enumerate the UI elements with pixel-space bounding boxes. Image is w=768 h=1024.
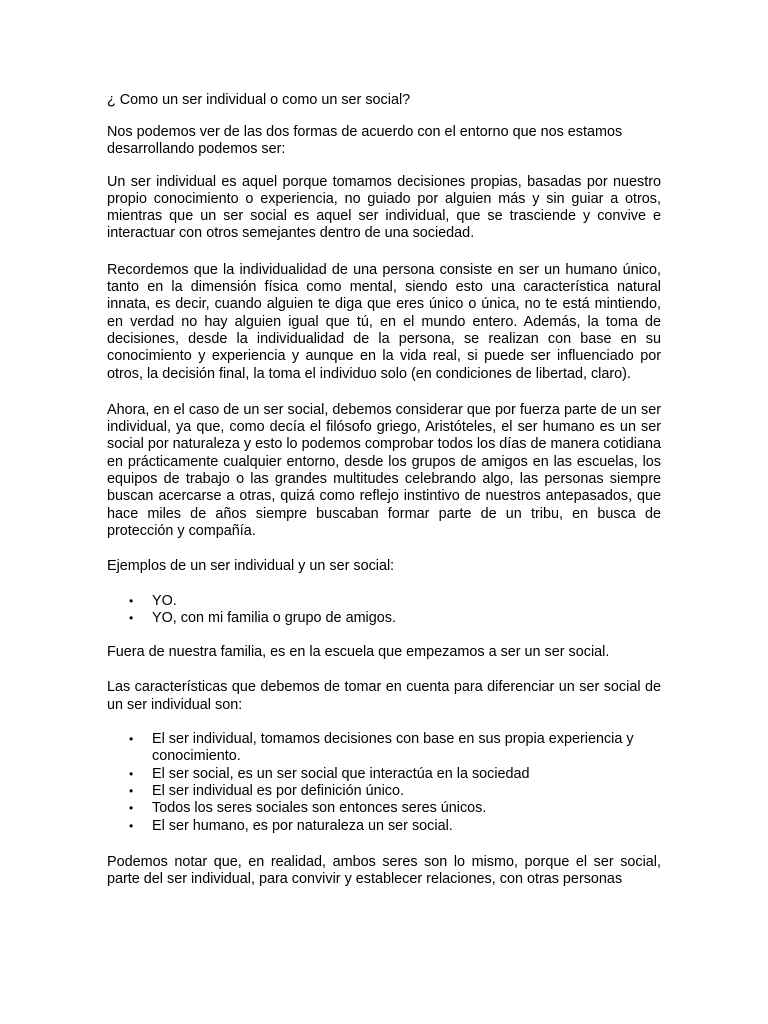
bullet-icon: • bbox=[129, 610, 134, 625]
list-item: • El ser social, es un ser social que interactúa en la sociedad bbox=[129, 765, 530, 782]
bullet-icon: • bbox=[129, 593, 134, 608]
paragraph-individuality: Recordemos que la individualidad de una persona consiste en ser un humano único, tanto en la dimensión física como mental, siendo esto una característica natural innata, es decir, cuando alguien te diga que eres único o única, no te está mintiendo, en verdad no hay alguien igual que tú, en el mundo entero. Además, la toma de decisiones, desde la individualidad de la persona, se realizan con base en su conocimiento y experiencia y aunque en la vida real, si puede ser influenciado por otros, la decisión final, la toma el individuo solo (en condiciones de libertad, claro). bbox=[107, 261, 661, 382]
characteristics-heading: Las características que debemos de tomar en cuenta para diferenciar un ser social de un ser individual son: bbox=[107, 679, 661, 713]
bullet-icon: • bbox=[129, 818, 134, 833]
intro-paragraph: Nos podemos ver de las dos formas de acuerdo con el entorno que nos estamos desarrollando podemos ser: bbox=[107, 124, 623, 158]
bullet-icon: • bbox=[129, 783, 134, 798]
list-item: • YO, con mi familia o grupo de amigos. bbox=[129, 609, 396, 626]
closing-paragraph: Podemos notar que, en realidad, ambos seres son lo mismo, porque el ser social, parte del ser individual, para convivir y establecer relaciones, con otras personas bbox=[107, 853, 661, 888]
paragraph-social-being: Ahora, en el caso de un ser social, debemos considerar que por fuerza parte de un ser individual, ya que, como decía el filósofo griego, Aristóteles, el ser humano es un ser social por naturaleza y esto lo podemos comprobar todos los días de manera cotidiana en prácticamente cualquier entorno, desde los grupos de amigos en las escuelas, los equipos de trabajo o las grandes multitudes celebrando algo, las personas siempre buscan acercarse a otras, quizá como reflejo instintivo de nuestros antepasados, que hace miles de años siempre buscaban formar parte de un tribu, en busca de protección y compañía. bbox=[107, 401, 661, 539]
bullet-icon: • bbox=[129, 801, 134, 816]
paragraph-individual-vs-social: Un ser individual es aquel porque tomamos decisiones propias, basadas por nuestro propio conocimiento o experiencia, no guiado por alguien más y sin guiar a otros, mientras que un ser social es aquel ser individual, que se trasciende y convive e interactuar con otros semejantes dentro de una sociedad. bbox=[107, 173, 661, 242]
bullet-icon: • bbox=[129, 732, 134, 747]
school-paragraph: Fuera de nuestra familia, es en la escuela que empezamos a ser un ser social. bbox=[107, 644, 610, 661]
list-item: • YO. bbox=[129, 592, 177, 609]
list-item: • El ser individual, tomamos decisiones con base en sus propia experiencia y conocimiento. bbox=[129, 731, 634, 765]
list-item: • Todos los seres sociales son entonces seres únicos. bbox=[129, 800, 487, 817]
examples-heading: Ejemplos de un ser individual y un ser social: bbox=[107, 558, 395, 575]
list-item: • El ser individual es por definición único. bbox=[129, 782, 404, 799]
examples-list bbox=[107, 593, 661, 628]
characteristics-list bbox=[107, 731, 661, 835]
list-item: • El ser humano, es por naturaleza un ser social. bbox=[129, 817, 453, 834]
bullet-icon: • bbox=[129, 766, 134, 781]
document-heading: ¿ Como un ser individual o como un ser social? bbox=[107, 92, 411, 108]
